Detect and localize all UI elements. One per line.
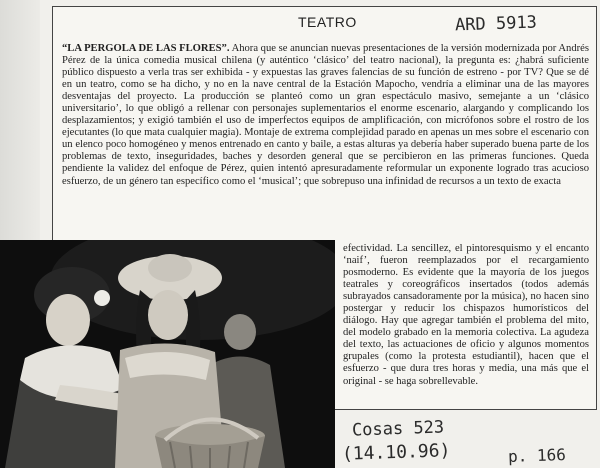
archive-code: ARD 5913 [454, 12, 538, 36]
handwritten-date: (14.10.96) [341, 440, 451, 465]
article-text-top [62, 43, 589, 188]
article-body-bottom: efectividad. La sencillez, el pintoresquismo y el encanto ‘naif’, fueron reemplazados por el recargamiento posmoderno. Es evidente que la mayoría de los juegos teatrales y coreográficos insertados (todos además subrayados cansadoramente por la música), no hacen sino postergar y reducir los chispazos humorísticos del diálogo. Hay que agregar también el problema del mito, del modelo grabado en la memoria colectiva. La agudeza del texto, las actuaciones de oficio y algunos momentos grupales (como la protesta estudiantil), hacen que el esfuerzo - que dura tres horas y media, una más que el original - se haga sobrellevable. [343, 243, 589, 387]
handwritten-page: p. 166 [507, 444, 567, 467]
article-title: “LA PERGOLA DE LAS FLORES”. [62, 43, 230, 54]
article-body-top: Ahora que se anuncian nuevas presentaciones de la versión modernizada por Andrés Pérez de la única comedia musical chilena (y auténtico ‘clásico’ del teatro nacional), la pregunta es: ¿habrá suficiente público dispuesto a verla tras ser exhibida - y expuestas las graves falencias de su función de estreno - por TV? Que se dé en un teatro, como se ha dicho, y no en la nave central de la Estación Mapocho, vendría a eliminar una de las mayores desventajas del proyecto. La producción se planteó como un gran espectáculo masivo, semejante a un ‘clásico universitario’, lo que obligó a rellenar con personajes suplementarios el enorme escenario, alargando y complicando los desplazamientos; y exigió también el uso de imperfectos equipos de amplificación, con micrófonos sobre el rostro de los ejecutantes (lo que mata cualquier magia). Montaje de extrema complejidad parado en apenas un mes sobre el escenario con un elenco poco homogéneo y menos entrenado en canto y baile, a estas alturas ya debería haber superado buena parte de los problemas de texto, inseguridades, baches y desorden general que se percibieron en las primeras funciones. Queda pendiente la validez del enfoque de Pérez, quien intentó apresuradamente reformular un exponente logrado tras acucioso esfuerzo, de un género tan específico como el ‘musical’; que sobrepuso una infinidad de recursos a un texto de exacta [62, 43, 589, 187]
handwritten-magazine: Cosas 523 [351, 417, 445, 441]
section-header: TEATRO [298, 14, 357, 30]
stage-photo-illustration [0, 240, 335, 468]
stage-photo [0, 240, 335, 468]
